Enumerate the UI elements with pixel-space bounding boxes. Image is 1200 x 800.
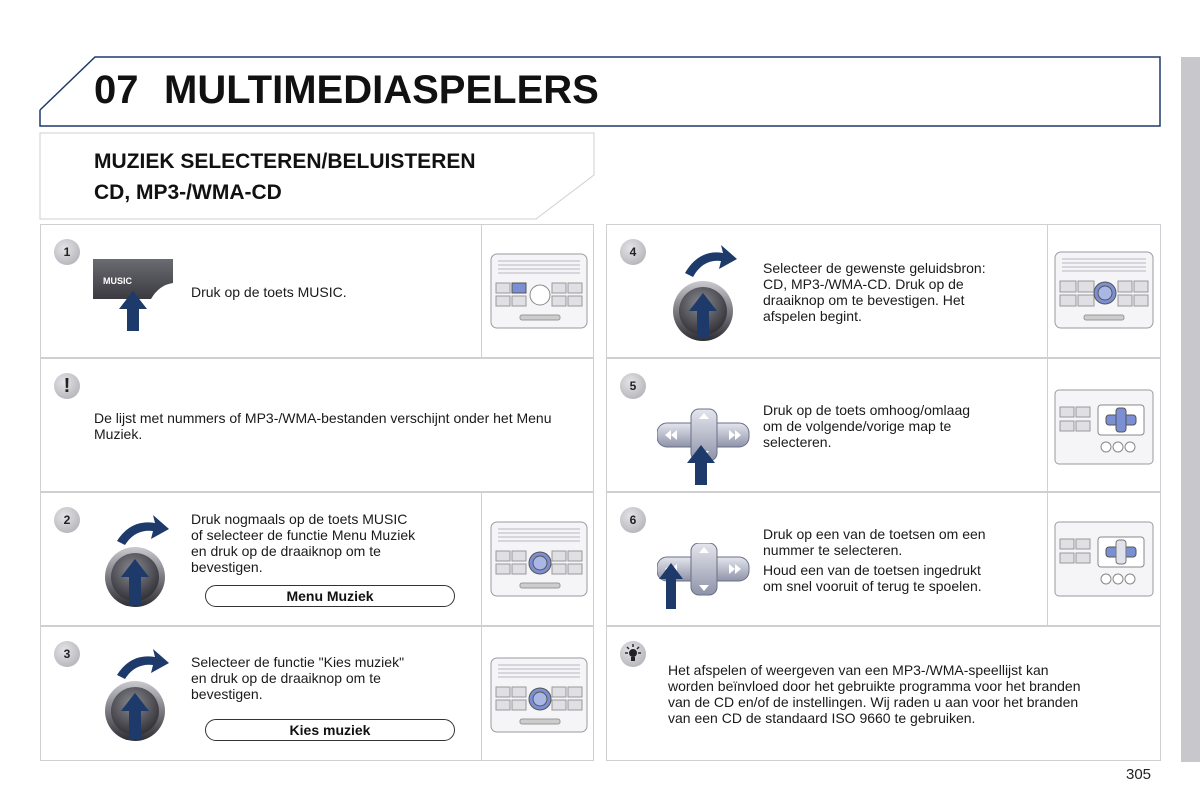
radio-panel-image — [1054, 389, 1154, 465]
chapter-number: 07 — [94, 68, 139, 112]
warning-badge: ! — [54, 373, 80, 399]
tip-line: van de CD en/of de instellingen. Wij raden u aan voor het branden — [668, 694, 1079, 710]
tip-line: worden beïnvloed door het gebruikte programma voor het branden — [668, 678, 1081, 694]
step-4-thumbnail — [1047, 225, 1160, 357]
step-5-line: selecteren. — [763, 434, 832, 450]
step-2-line: of selecteer de functie Menu Muziek — [191, 527, 416, 543]
warning-text: De lijst met nummers of MP3-/WMA-bestanden verschijnt onder het Menu Muziek. — [94, 410, 552, 442]
radio-panel-image — [490, 657, 588, 733]
step-5-panel — [606, 358, 1161, 492]
step-5-thumbnail — [1047, 359, 1160, 491]
step-3-line: bevestigen. — [191, 686, 263, 702]
step-3-text — [191, 654, 404, 702]
section-title — [94, 146, 476, 208]
step-6-line: om snel vooruit of terug te spoelen. — [763, 578, 982, 594]
radio-panel-image — [1054, 251, 1154, 329]
rotary-knob-icon — [101, 507, 171, 617]
direction-pad-icon — [657, 407, 753, 485]
step-6-line: Houd een van de toetsen ingedrukt — [763, 562, 981, 578]
step-6-badge: 6 — [620, 507, 646, 533]
step-4-line: draaiknop om te bevestigen. Het — [763, 292, 965, 308]
step-2-line: bevestigen. — [191, 559, 263, 575]
tip-text — [668, 662, 1080, 726]
step-3-thumbnail — [481, 627, 594, 760]
tip-line: van een CD de standaard ISO 9660 te gebruiken. — [668, 710, 976, 726]
step-1-badge: 1 — [54, 239, 80, 265]
direction-pad-icon — [657, 543, 753, 609]
radio-panel-image — [1054, 521, 1154, 597]
step-4-panel — [606, 224, 1161, 358]
kies-muziek-label: Kies muziek — [205, 719, 455, 741]
section-title-line1: MUZIEK SELECTEREN/BELUISTEREN — [94, 150, 476, 173]
step-6-text — [763, 526, 986, 594]
step-3-line: Selecteer de functie "Kies muziek" — [191, 654, 405, 670]
step-4-line: Selecteer de gewenste geluidsbron: — [763, 260, 986, 276]
tip-panel — [606, 626, 1161, 761]
music-button-icon — [89, 255, 179, 335]
step-4-line: afspelen begint. — [763, 308, 862, 324]
lightbulb-icon — [620, 641, 646, 667]
step-6-line: nummer te selecteren. — [763, 542, 903, 558]
step-4-line: CD, MP3-/WMA-CD. Druk op de — [763, 276, 964, 292]
step-5-badge: 5 — [620, 373, 646, 399]
step-2-line: Druk nogmaals op de toets MUSIC — [191, 511, 408, 527]
radio-panel-image — [490, 521, 588, 597]
step-6-line: Druk op een van de toetsen om een — [763, 526, 986, 542]
tip-badge — [620, 641, 646, 667]
step-3-badge: 3 — [54, 641, 80, 667]
tip-line: Het afspelen of weergeven van een MP3-/WMA-speellijst kan — [668, 662, 1049, 678]
rotary-knob-icon — [671, 237, 741, 349]
step-5-line: om de volgende/vorige map te — [763, 418, 952, 434]
chapter-title: MULTIMEDIASPELERS — [164, 68, 599, 112]
warning-panel — [40, 358, 594, 492]
radio-panel-image — [490, 253, 588, 329]
step-4-badge: 4 — [620, 239, 646, 265]
step-2-thumbnail — [481, 493, 594, 625]
step-1-panel — [40, 224, 594, 358]
step-3-panel — [40, 626, 594, 761]
section-title-line2: CD, MP3-/WMA-CD — [94, 181, 282, 204]
step-2-text — [191, 511, 415, 575]
rotary-knob-icon — [101, 641, 171, 751]
step-4-text — [763, 260, 986, 324]
step-5-line: Druk op de toets omhoog/omlaag — [763, 402, 971, 418]
step-6-thumbnail — [1047, 493, 1160, 625]
step-2-line: en druk op de draaiknop om te — [191, 543, 381, 559]
step-5-text — [763, 402, 970, 450]
step-3-line: en druk op de draaiknop om te — [191, 670, 381, 686]
step-1-text: Druk op de toets MUSIC. — [191, 284, 347, 300]
step-2-badge: 2 — [54, 507, 80, 533]
step-6-panel — [606, 492, 1161, 626]
step-1-thumbnail — [481, 225, 594, 357]
music-button-label: MUSIC — [103, 276, 132, 286]
step-2-panel — [40, 492, 594, 626]
page-number: 305 — [1126, 766, 1152, 783]
chapter-side-tab — [1181, 57, 1200, 762]
menu-muziek-label: Menu Muziek — [205, 585, 455, 607]
